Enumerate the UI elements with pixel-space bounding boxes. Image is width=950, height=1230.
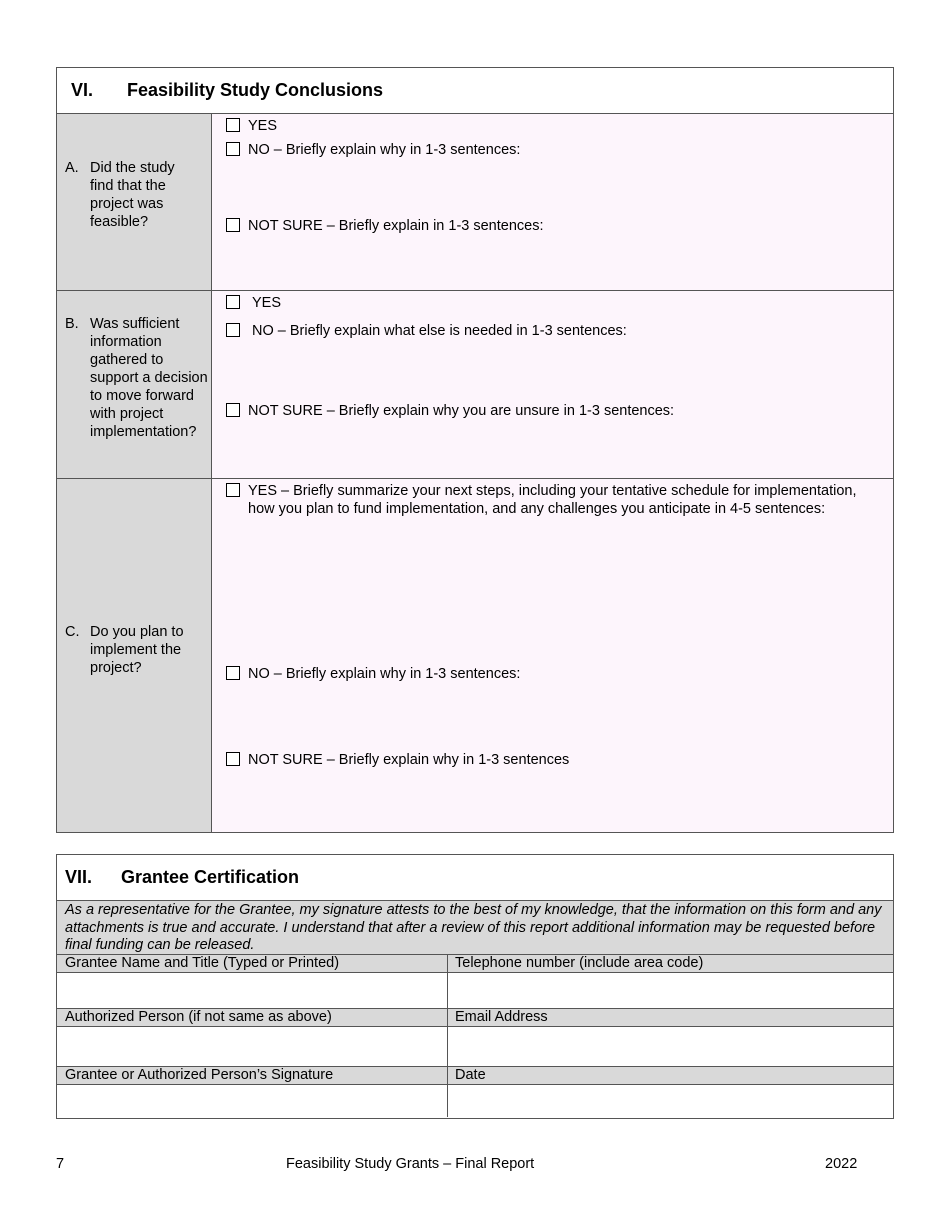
section-title: Grantee Certification	[121, 867, 300, 887]
answer-cell	[212, 114, 893, 290]
question-row-b	[57, 291, 893, 479]
question-text: Was sufficient information gathered to support a decision to move forward with project implementation?	[90, 315, 208, 440]
option-yes	[226, 482, 881, 518]
question-letter: B.	[65, 315, 79, 332]
signature-field[interactable]	[57, 1085, 448, 1117]
email-field[interactable]	[448, 1027, 893, 1066]
question-cell	[57, 114, 212, 290]
option-not-sure	[226, 402, 881, 420]
option-yes	[226, 294, 881, 312]
field-label-row	[57, 1067, 893, 1085]
telephone-label: Telephone number (include area code)	[455, 955, 704, 971]
option-label: NOT SURE – Briefly explain why you are unsure in 1-3 sentences:	[248, 403, 675, 419]
answer-cell	[212, 291, 893, 478]
grantee-name-label: Grantee Name and Title (Typed or Printed)	[57, 955, 448, 972]
checkbox[interactable]	[226, 218, 240, 232]
option-label: NO – Briefly explain why in 1-3 sentences:	[248, 666, 521, 682]
option-no	[226, 665, 881, 683]
checkbox[interactable]	[226, 666, 240, 680]
checkbox[interactable]	[226, 142, 240, 156]
option-label: YES	[248, 118, 278, 134]
option-label: NO – Briefly explain what else is needed in 1-3 sentences:	[252, 323, 627, 339]
question-letter: A.	[65, 159, 79, 176]
question-cell	[57, 479, 212, 832]
section-grantee-certification	[56, 854, 894, 1119]
option-label: NO – Briefly explain why in 1-3 sentences:	[248, 142, 521, 158]
question-text: Did the study find that the project was feasible?	[90, 159, 175, 230]
footer-title: Feasibility Study Grants – Final Report	[286, 1156, 535, 1172]
option-label: YES	[252, 295, 282, 311]
checkbox[interactable]	[226, 118, 240, 132]
checkbox[interactable]	[226, 483, 240, 497]
field-label-row	[57, 1009, 893, 1027]
question-cell	[57, 291, 212, 478]
field-label-row	[57, 955, 893, 973]
checkbox[interactable]	[226, 295, 240, 309]
authorized-person-field[interactable]	[57, 1027, 448, 1066]
date-field[interactable]	[448, 1085, 893, 1117]
option-label: NOT SURE – Briefly explain in 1-3 sentences:	[248, 218, 544, 234]
authorized-person-label: Authorized Person (if not same as above)	[57, 1009, 448, 1026]
date-label: Date	[455, 1067, 486, 1083]
checkbox[interactable]	[226, 752, 240, 766]
section-number: VII.	[65, 867, 93, 887]
checkbox[interactable]	[226, 403, 240, 417]
option-label: YES – Briefly summarize your next steps, including your tentative schedule for implementation, how you plan to fund implementation, and any challenges you anticipate in 4-5 sentences:	[248, 483, 857, 517]
question-row-a	[57, 114, 893, 291]
grantee-name-field[interactable]	[57, 973, 448, 1008]
question-row-c	[57, 479, 893, 832]
signature-label: Grantee or Authorized Person’s Signature	[57, 1067, 448, 1084]
telephone-field[interactable]	[448, 973, 893, 1008]
certification-statement: As a representative for the Grantee, my signature attests to the best of my knowledge, that the information on this form and any attachments is true and accurate. I understand that after a review of this report additional information may be requested before final funding can be released.	[57, 901, 893, 955]
field-input-row	[57, 973, 893, 1009]
answer-cell	[212, 479, 893, 832]
section-title: Feasibility Study Conclusions	[127, 80, 384, 100]
section-header	[57, 855, 893, 901]
field-input-row	[57, 1027, 893, 1067]
page-number: 7	[56, 1156, 65, 1172]
option-label: NOT SURE – Briefly explain why in 1-3 sentences	[248, 752, 570, 768]
checkbox[interactable]	[226, 323, 240, 337]
footer-year: 2022	[825, 1156, 858, 1172]
section-feasibility-conclusions	[56, 67, 894, 833]
question-letter: C.	[65, 623, 80, 640]
section-header	[57, 68, 893, 114]
option-no	[226, 141, 881, 159]
field-input-row	[57, 1085, 893, 1117]
question-text: Do you plan to implement the project?	[90, 623, 184, 676]
option-no	[226, 322, 881, 340]
option-not-sure	[226, 217, 881, 235]
email-label: Email Address	[455, 1009, 548, 1025]
option-yes	[226, 117, 881, 135]
section-number: VI.	[71, 80, 94, 100]
option-not-sure	[226, 751, 881, 769]
